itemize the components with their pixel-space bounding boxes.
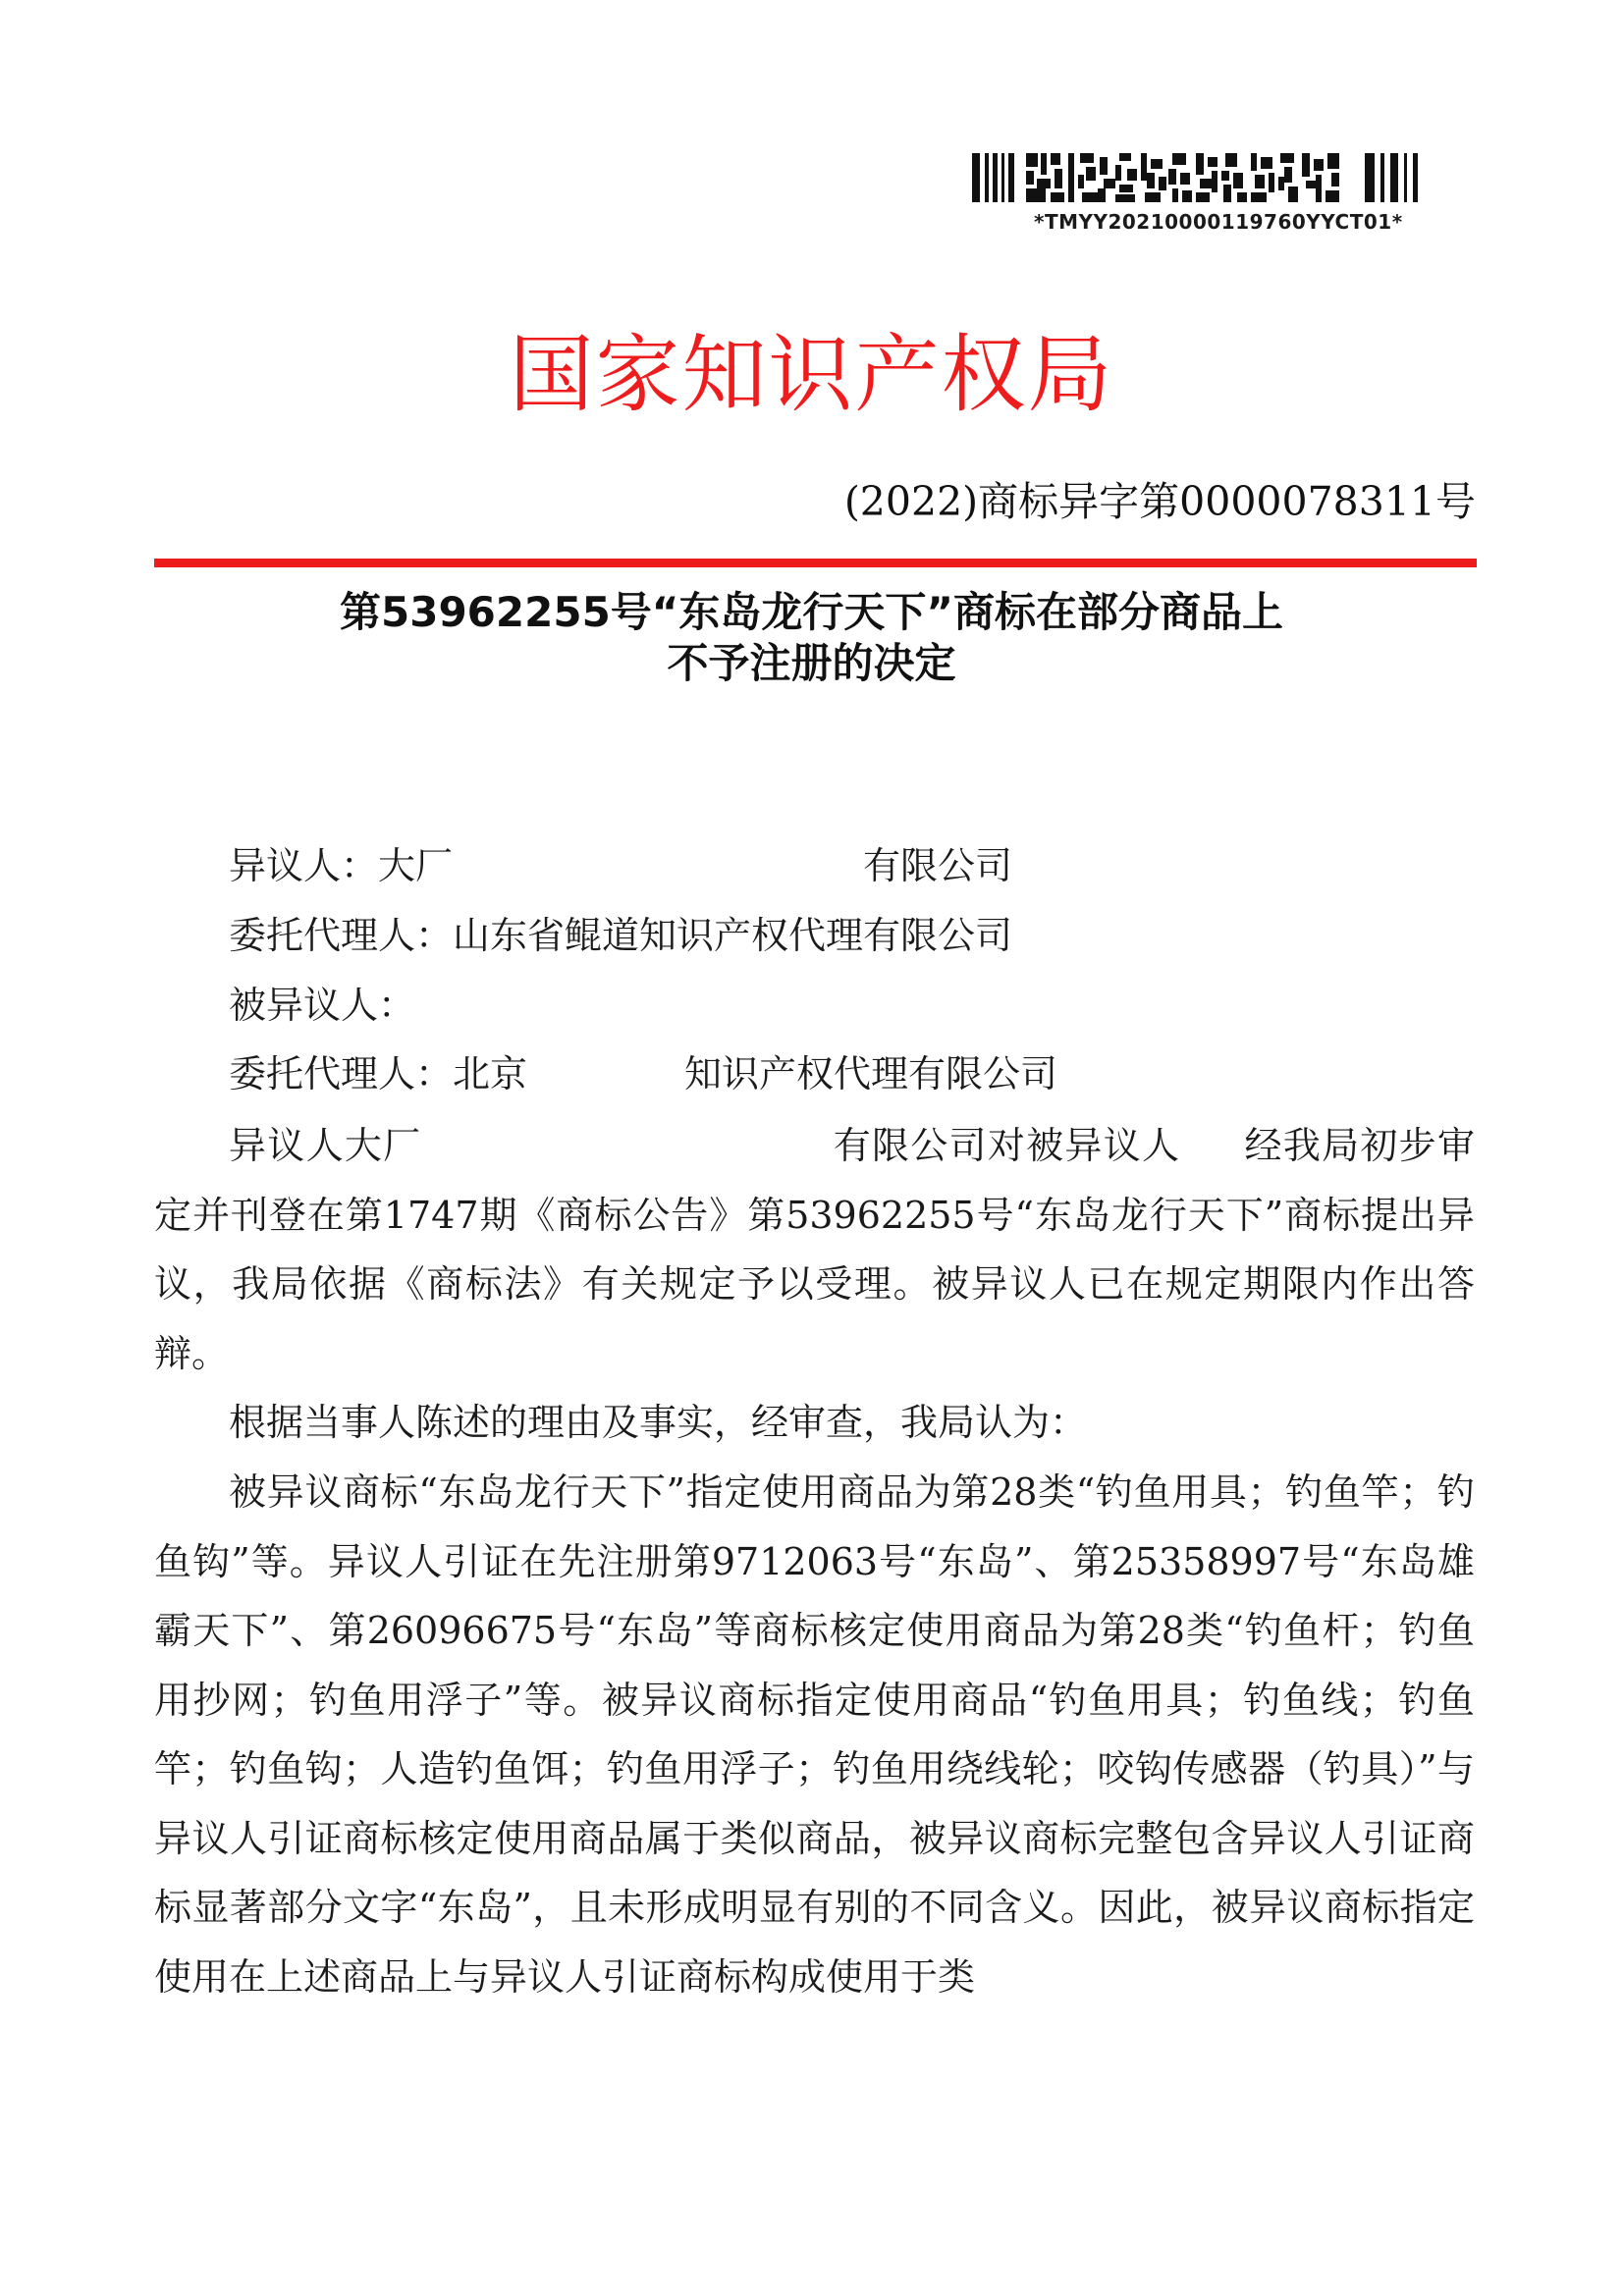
para1-part1: 异议人大厂 (229, 1124, 422, 1167)
opponent-agent-label: 委托代理人： (229, 914, 454, 957)
respondent-label: 被异议人： (229, 984, 416, 1027)
barcode (957, 135, 1476, 234)
body-paragraph-2: 根据当事人陈述的理由及事实，经审查，我局认为： (229, 1401, 1088, 1444)
opponent-name-prefix: 大厂 (378, 844, 454, 887)
opponent-label: 异议人： (229, 844, 379, 887)
barcode-icon (972, 153, 1434, 202)
barcode-code: *TMYY20210000119760YYCT01* (1034, 210, 1403, 234)
respondent-agent-line (229, 1049, 1057, 1098)
respondent-line (229, 981, 415, 1030)
office-name: 国家知识产权局 (509, 326, 1114, 424)
respondent-agent-label: 委托代理人： (229, 1052, 454, 1095)
decision-title (0, 587, 1623, 689)
red-divider (154, 559, 1477, 567)
doc-number: (2022)商标异字第0000078311号 (843, 478, 1476, 525)
body-paragraph-3: 被异议商标“东岛龙行天下”指定使用商品为第28类“钓鱼用具；钓鱼竿；钓鱼钩”等。异议人引证在先注册第9712063号“东岛”、第25358997号“东岛雄霸天下”、第26096675号“东岛”等商标核定使用商品为第28类“钓鱼杆；钓鱼用抄网；钓鱼用浮子”等。被异议商标指定使用商品“钓鱼用具；钓鱼线；钓鱼竿；钓鱼钩；人造钓鱼饵；钓鱼用浮子；钓鱼用绕线轮；咬钩传感器（钓具）”与异议人引证商标核定使用商品属于类似商品，被异议商标完整包含异议人引证商标显著部分文字“东岛”，且未形成明显有别的不同含义。因此，被异议商标指定使用在上述商品上与异议人引证商标构成使用于类 (154, 1470, 1475, 1999)
decision-title-line1: 第53962255号“东岛龙行天下”商标在部分商品上 (340, 588, 1283, 636)
opponent-agent-line (229, 911, 1012, 960)
opponent-agent-name: 山东省鲲道知识产权代理有限公司 (453, 914, 1013, 957)
body-paragraph-1 (154, 1111, 1475, 1388)
decision-title-line2: 不予注册的决定 (667, 639, 956, 687)
opponent-name-suffix: 有限公司 (863, 844, 1013, 887)
para1-part2: 有限公司对被异议人 (832, 1124, 1181, 1167)
para1-part3: 经我局初步审定并刊登在第1747期《商标公告》第53962255号“东岛龙行天下”商标提出异议，我局依据《商标法》有关规定予以受理。被异议人已在规定期限内作出答辩。 (154, 1124, 1475, 1375)
respondent-agent-suffix: 知识产权代理有限公司 (684, 1052, 1058, 1095)
opponent-line (229, 841, 1012, 890)
respondent-agent-prefix: 北京 (453, 1052, 528, 1095)
